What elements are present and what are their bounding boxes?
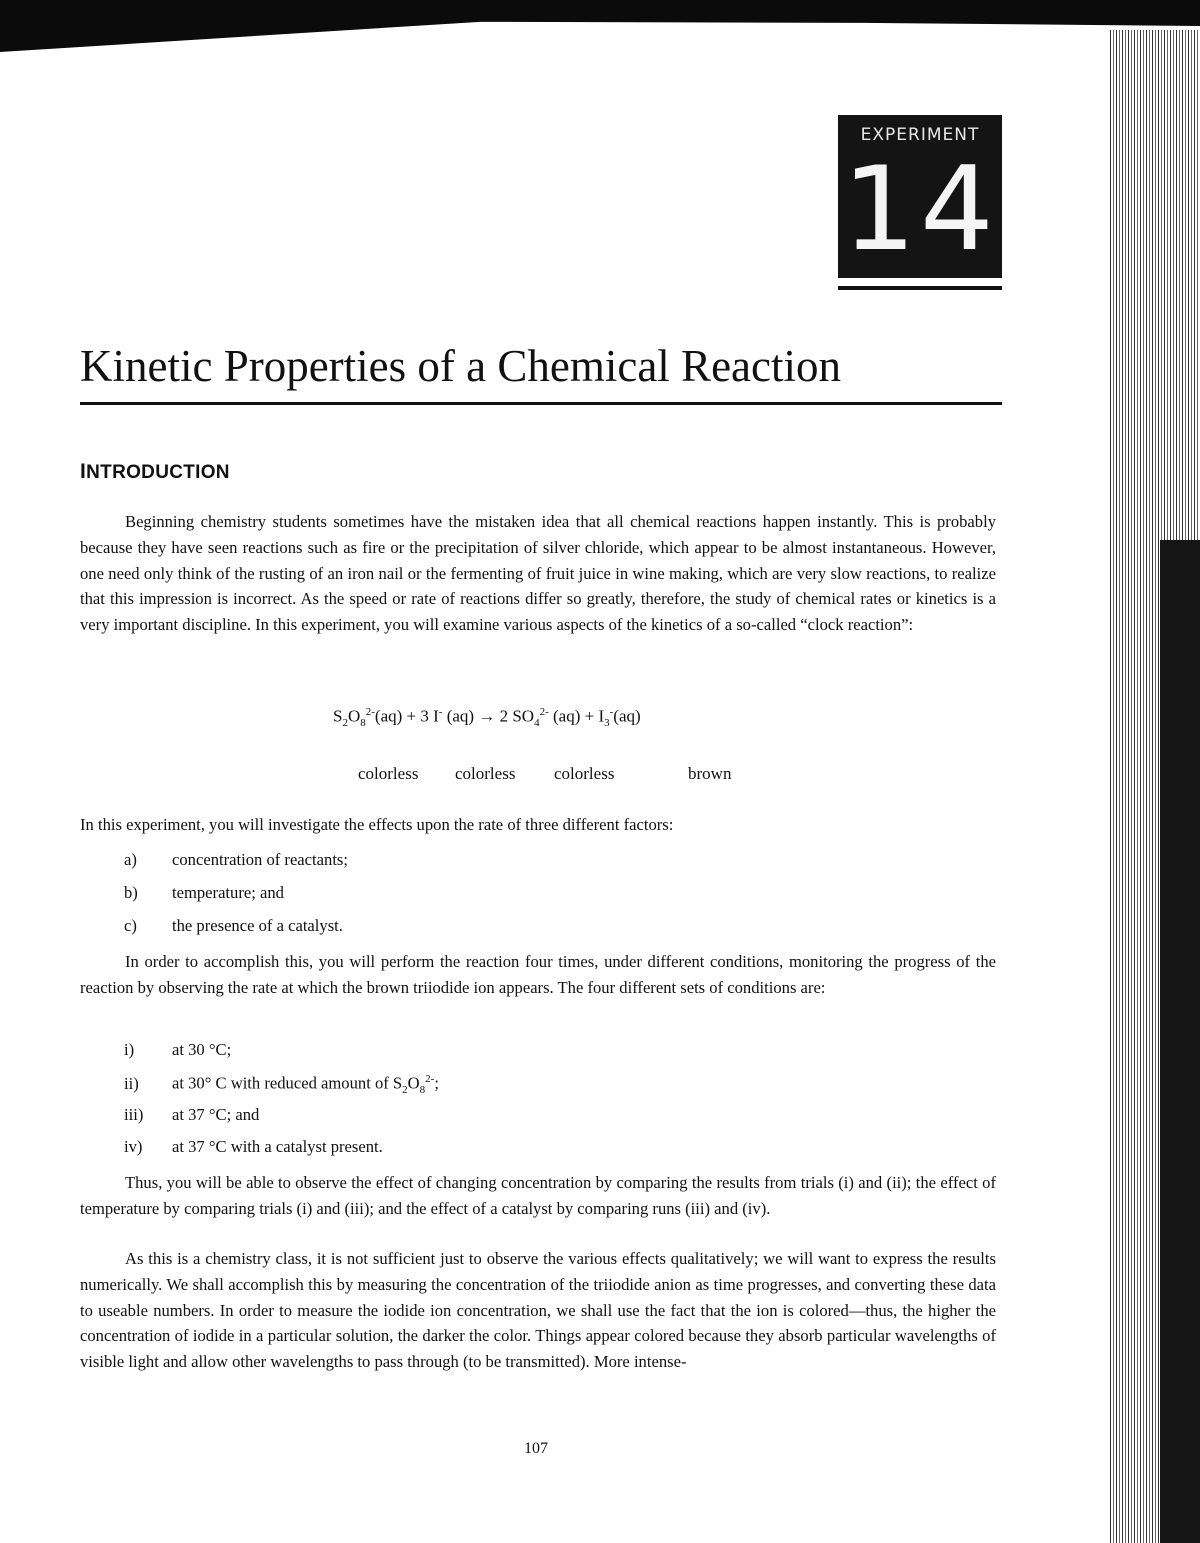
title-divider [80,402,1002,405]
experiment-label: EXPERIMENT [860,125,980,145]
body-paragraph: Thus, you will be able to observe the effect of changing concentration by comparing the results from trials (i) and (ii); the effect of temperature by comparing trials (i) and (iii); and the effect of a catalyst by comparing runs (iii) and (iv). [80,1173,996,1218]
reaction-equation: $S_2O_8^{2-}(aq) + 3$ I- (aq) → 2 $SO_4^{2-}$ $(aq) + I_3^-(aq)$ [333,706,641,730]
list-item: iii) at 37 °C; and [124,1105,260,1124]
scan-shadow [0,0,1200,52]
color-label: colorless [358,764,419,783]
section-heading: INTRODUCTION [80,460,230,483]
page-title: Kinetic Properties of a Chemical Reaction [80,341,842,391]
factors-lead: In this experiment, you will investigate the effects upon the rate of three different factors: [80,815,674,834]
list-item: b) temperature; and [124,883,284,902]
page-number: 107 [524,1440,548,1457]
list-item: iv) at 37 °C with a catalyst present. [124,1137,383,1156]
book-spine-shadow [1160,540,1200,1543]
color-label: brown [688,764,732,783]
conditions-lead: In order to accomplish this, you will perform the reaction four times, under different conditions, monitoring the progress of the reaction by observing the rate at which the brown triiodide ion appears. The four different sets of conditions are: [80,952,996,997]
list-item: i) at 30 °C; [124,1040,232,1059]
list-item: ii) at 30° C with reduced amount of $S_2O_8^{2-}$; [124,1073,439,1096]
intro-paragraph: Beginning chemistry students sometimes have the mistaken idea that all chemical reactions happen instantly. This is probably because they have seen reactions such as fire or the precipitation of silver chloride, which appear to be almost instantaneous. However, one need only think of the rusting of an iron nail or the fermenting of fruit juice in wine making, which are very slow reactions, to realize that this impression is incorrect. As the speed or rate of reactions differ so greatly, therefore, the study of chemical rates or kinetics is a very important discipline. In this experiment, you will examine various aspects of the kinetics of a so-called “clock reaction”: [80,512,996,635]
scan-top-margin [0,0,1200,90]
list-item: a) concentration of reactants; [124,850,348,869]
list-item: c) the presence of a catalyst. [124,916,343,935]
body-paragraph: As this is a chemistry class, it is not sufficient just to observe the various effects qualitatively; we will want to express the results numerically. We shall accomplish this by measuring the concentration of the triiodide anion as time progresses, and converting these data to useable numbers. In order to measure the iodide ion concentration, we shall use the fact that the ion is colored—thus, the higher the concentration of iodide in a particular solution, the darker the color. Things appear colored because they absorb particular wavelengths of visible light and allow other wavelengths to pass through (to be transmitted). More intense- [80,1249,996,1372]
reaction-arrow: → [478,706,496,726]
color-label: colorless [455,764,516,783]
experiment-badge [838,115,1002,278]
color-label: colorless [554,764,615,783]
experiment-number: 14 [842,142,998,277]
badge-rule [838,286,1002,290]
